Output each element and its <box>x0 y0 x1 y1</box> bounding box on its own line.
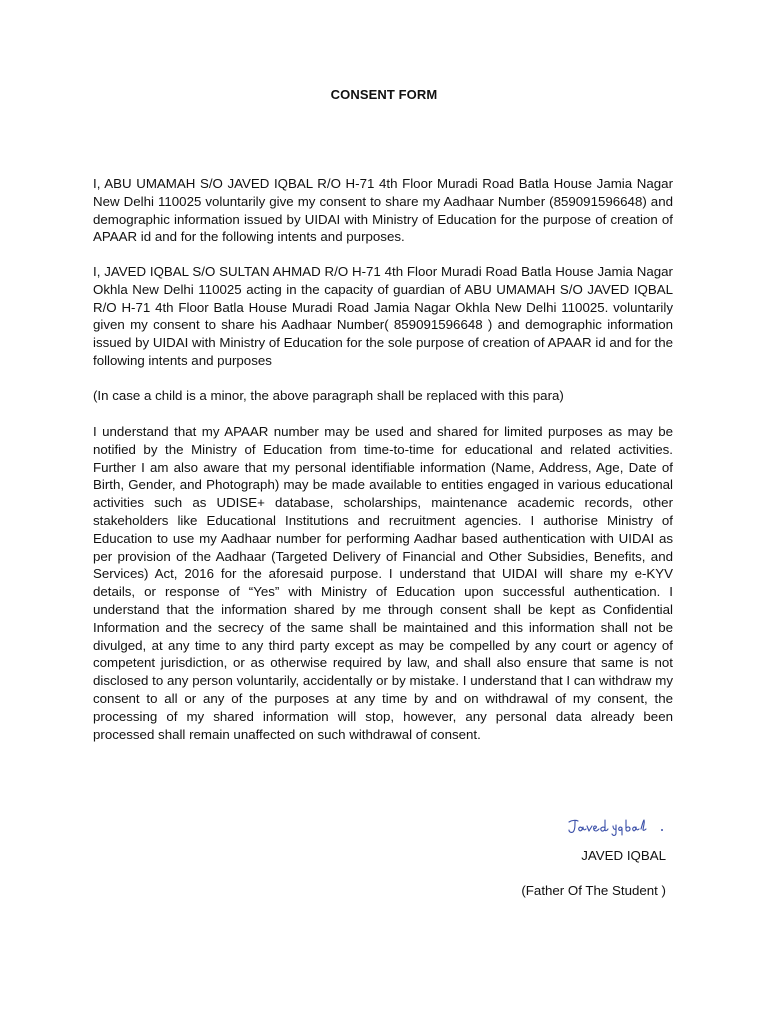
terms-paragraph: I understand that my APAAR number may be used and shared for limited purposes as may be notified by the Ministry of Education from time-to-time for educational and related activities. Further I am also aware that my personal identifiable information (Name, Address, Age, Date of Birth, Gender, and Photograph) may be made available to entities engaged in various educational activities such as UDISE+ database, scholarships, maintenance academic records, other stakeholders like Educational Institutions and recruitment agencies. I authorise Ministry of Education to use my Aadhaar number for performing Aadhar based authentication with UIDAI as per provision of the Aadhaar (Targeted Delivery of Financial and Other Subsidies, Benefits, and Services) Act, 2016 for the aforesaid purpose. I understand that UIDAI will share my e-KYV details, or response of “Yes” with Ministry of Education upon successful authentication. I understand that the information shared by me through consent shall be kept as Confidential Information and the secrecy of the same shall be maintained and this information shall not be divulged, at any time to any third party except as may be compelled by any court or agency of competent jurisdiction, or as otherwise required by law, and shall also ensure that same is not disclosed to any person voluntarily, accidentally or by mistake. I understand that I can withdraw my consent to all or any of the purposes at any time by and on withdrawal of my consent, the processing of my shared information will stop, however, any personal data already been processed shall remain unaffected on such withdrawal of consent. <box>93 424 673 742</box>
minor-note-paragraph: (In case a child is a minor, the above paragraph shall be replaced with this para) <box>93 388 564 403</box>
signature-icon <box>566 816 676 838</box>
signatory-name: JAVED IQBAL <box>581 848 666 863</box>
guardian-consent-paragraph: I, JAVED IQBAL S/O SULTAN AHMAD R/O H-71 4th Floor Muradi Road Batla House Jamia Nagar Okhla New Delhi 110025 acting in the capacity of guardian of ABU UMAMAH S/O JAVED IQBAL R/O H-71 4th Floor Batla House Muradi Road Jamia Nagar Okhla New Delhi 110025. voluntarily given my consent to share his Aadhaar Number( 859091596648 ) and demographic information issued by UIDAI with Ministry of Education for the sole purpose of creation of APAAR id and for the following intents and purposes <box>93 264 673 368</box>
page-title: CONSENT FORM <box>330 87 438 102</box>
signatory-role: (Father Of The Student ) <box>521 883 666 898</box>
handwritten-signature <box>566 816 676 838</box>
student-consent-paragraph: I, ABU UMAMAH S/O JAVED IQBAL R/O H-71 4th Floor Muradi Road Batla House Jamia Nagar New Delhi 110025 voluntarily give my consent to share my Aadhaar Number (859091596648) and demographic information issued by UIDAI with Ministry of Education for the purpose of creation of APAAR id and for the following intents and purposes. <box>93 176 673 245</box>
